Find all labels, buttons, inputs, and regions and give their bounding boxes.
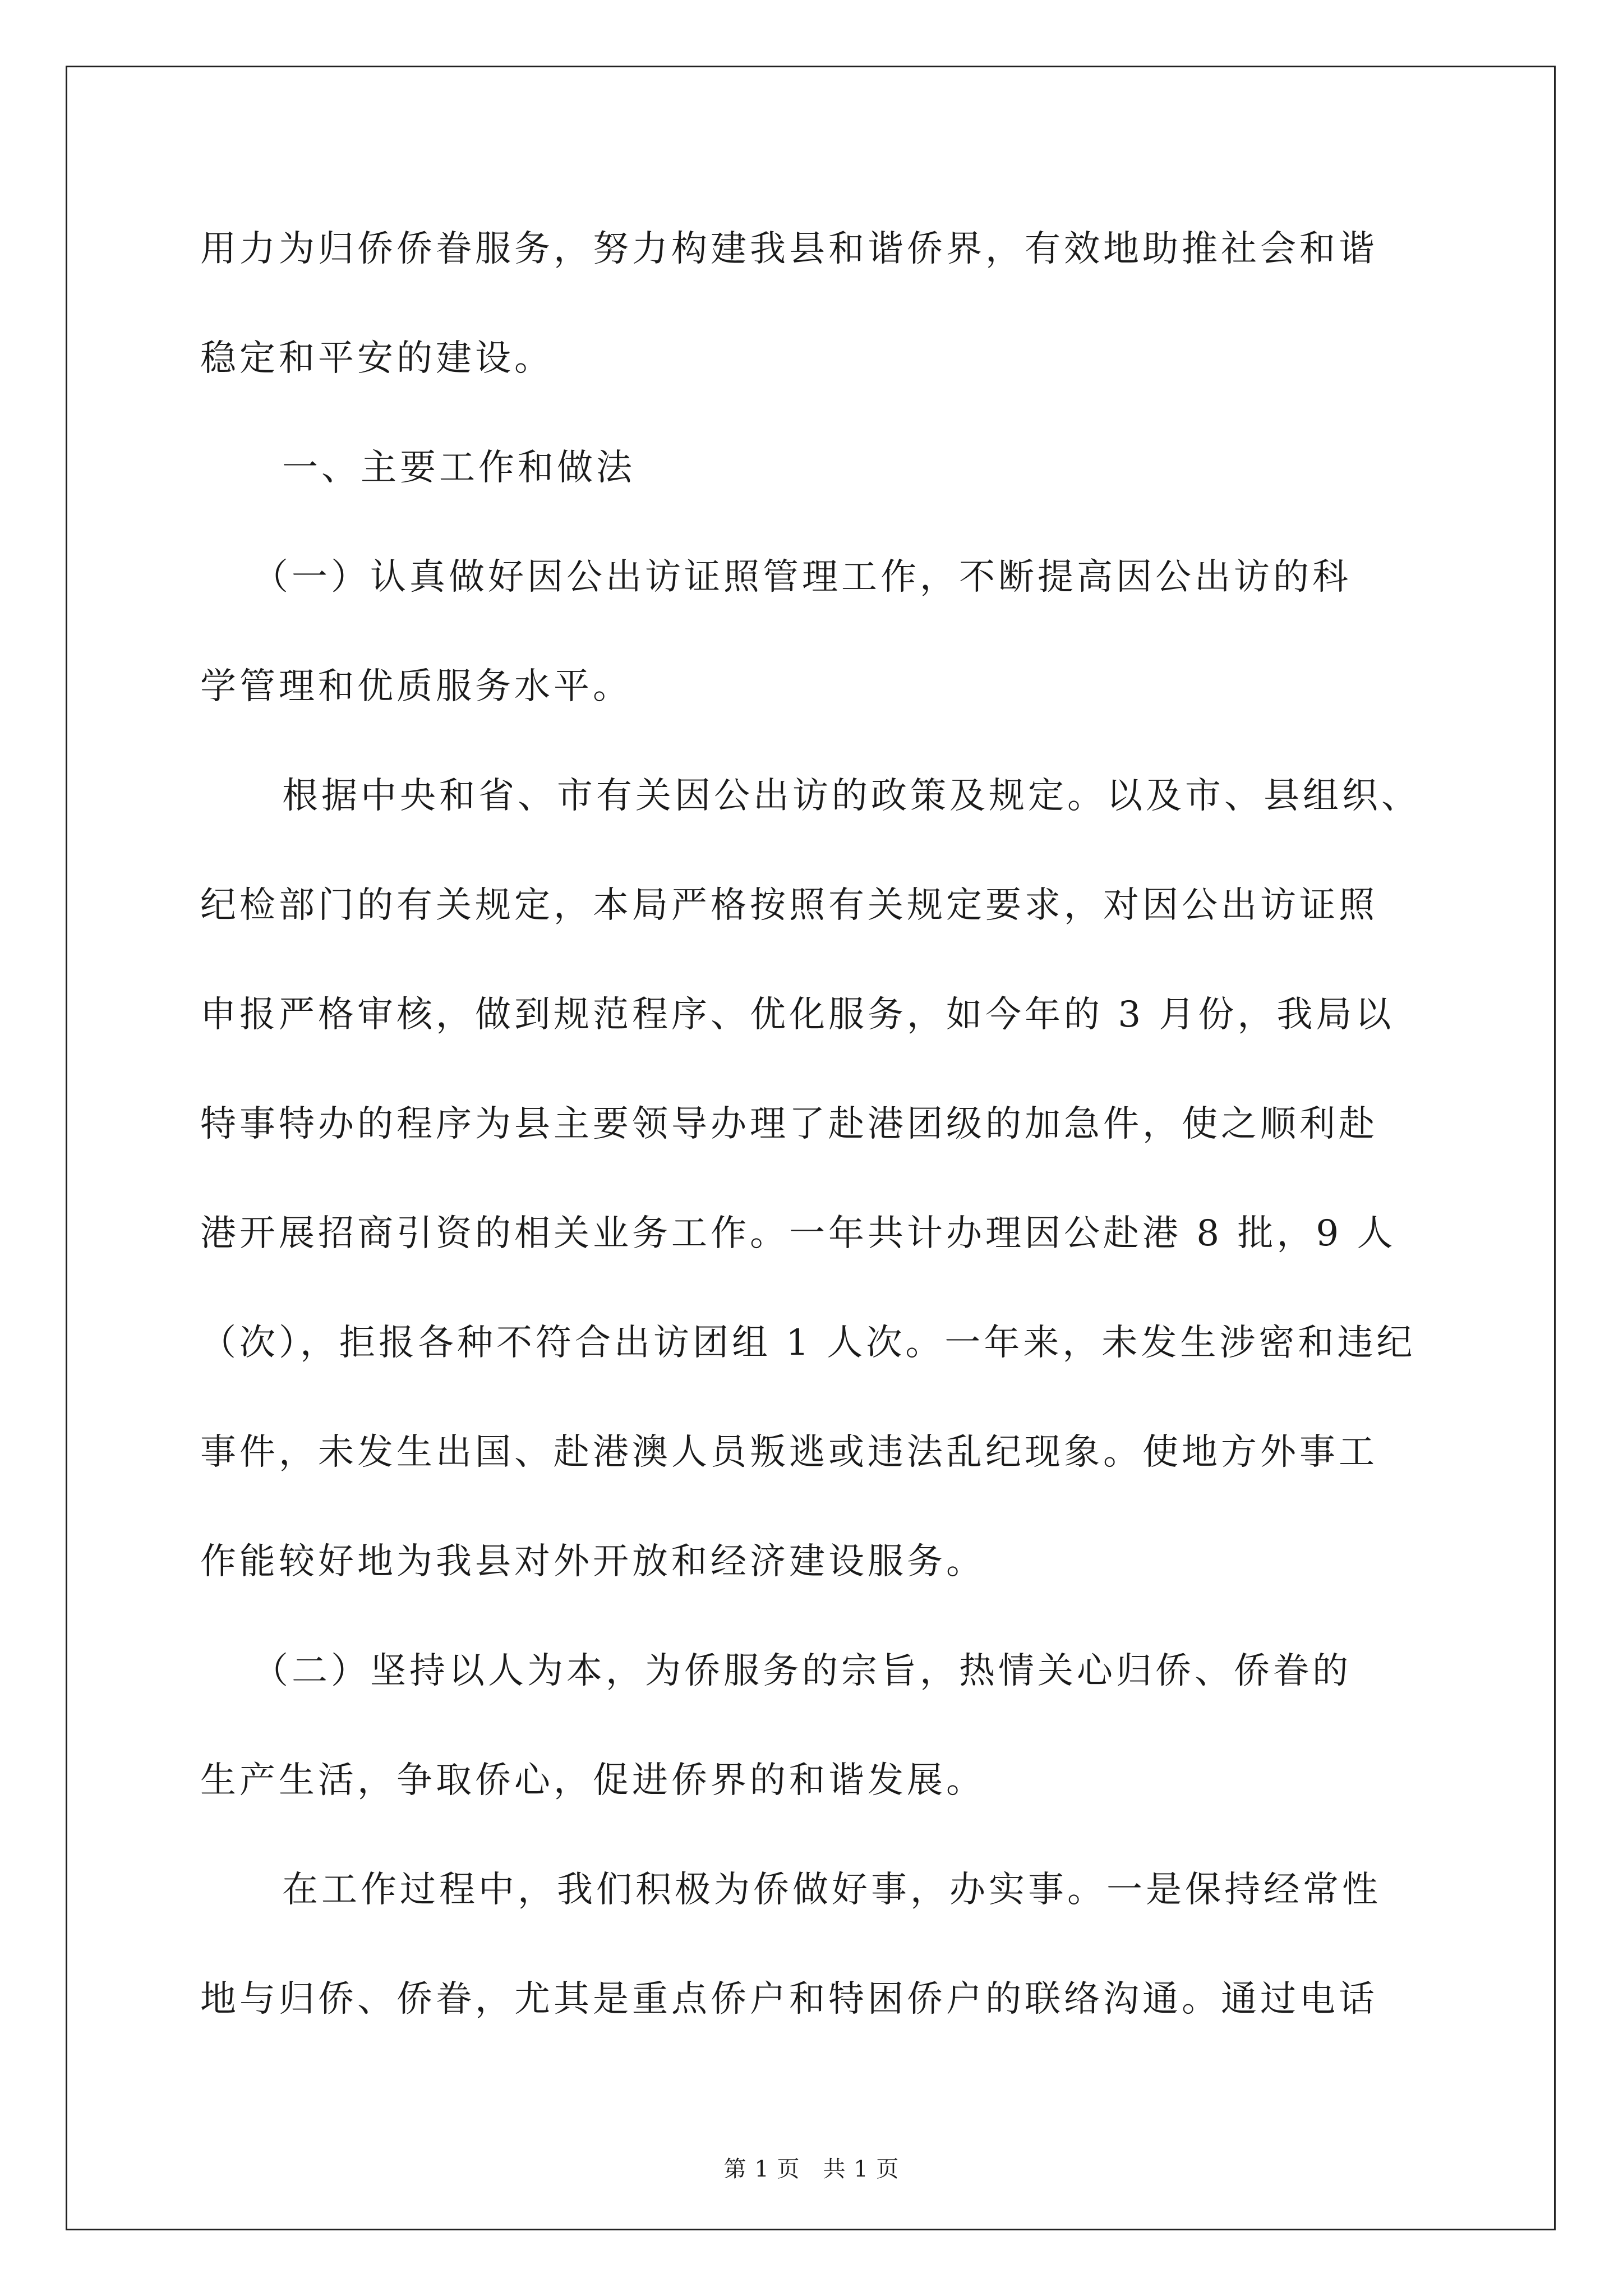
body-text-line: 作能较好地为我县对外开放和经济建设服务。	[200, 1541, 985, 1582]
body-text-line: 港开展招商引资的相关业务工作。一年共计办理因公赴港 8 批，9 人	[200, 1213, 1396, 1254]
page-number-footer: 第 1 页 共 1 页	[723, 2156, 900, 2182]
subsection-heading-continued: 学管理和优质服务水平。	[200, 666, 632, 707]
body-text-line: （次），拒报各种不符合出访团组 1 人次。一年来，未发生涉密和违纪	[200, 1322, 1416, 1364]
body-text-line: 纪检部门的有关规定，本局严格按照有关规定要求，对因公出访证照	[200, 885, 1378, 926]
body-text-line: 申报严格审核，做到规范程序、优化服务，如今年的 3 月份，我局以	[200, 994, 1395, 1036]
section-heading: 一、主要工作和做法	[282, 447, 635, 489]
body-text-line: 稳定和平安的建设。	[200, 338, 554, 379]
body-text-line: 事件，未发生出国、赴港澳人员叛逃或违法乱纪现象。使地方外事工	[200, 1432, 1378, 1473]
body-text-line: 用力为归侨侨眷服务，努力构建我县和谐侨界，有效地助推社会和谐	[200, 228, 1378, 270]
body-text-line: 地与归侨、侨眷，尤其是重点侨户和特困侨户的联络沟通。通过电话	[200, 1978, 1378, 2020]
subsection-heading-continued: 生产生活，争取侨心，促进侨界的和谐发展。	[200, 1760, 985, 1801]
body-text-line: 特事特办的程序为县主要领导办理了赴港团级的加急件，使之顺利赴	[200, 1103, 1378, 1145]
subsection-heading: （一）认真做好因公出访证照管理工作，不断提高因公出访的科	[252, 556, 1352, 598]
body-text-line: 在工作过程中，我们积极为侨做好事，办实事。一是保持经常性	[282, 1869, 1381, 1911]
subsection-heading: （二）坚持以人为本，为侨服务的宗旨，热情关心归侨、侨眷的	[252, 1650, 1352, 1692]
body-text-line: 根据中央和省、市有关因公出访的政策及规定。以及市、县组织、	[282, 775, 1421, 817]
